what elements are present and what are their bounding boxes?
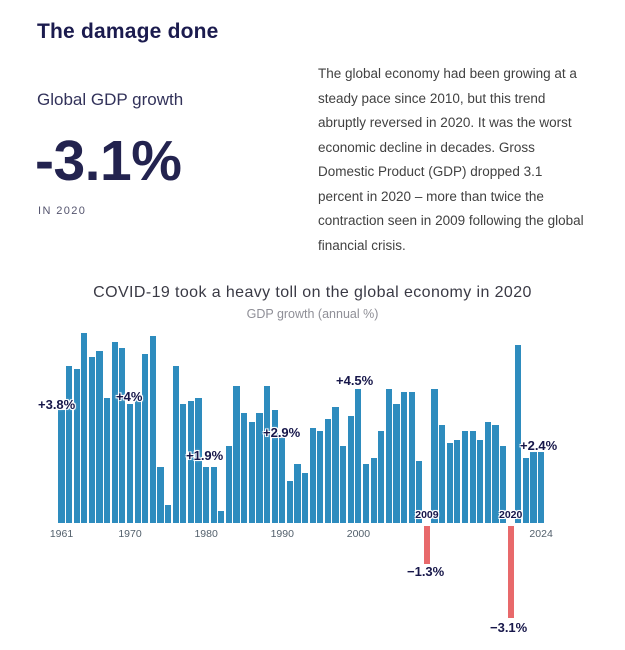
bar-1980 xyxy=(203,467,209,523)
bar-1992 xyxy=(294,464,300,523)
annotation-2000: +4.5% xyxy=(336,373,374,388)
bar-1982 xyxy=(218,511,224,523)
stat-label: Global GDP growth xyxy=(37,90,184,109)
annotation-1961: +3.8% xyxy=(38,397,76,412)
bar-2003 xyxy=(378,431,384,523)
stat-caption: IN 2020 xyxy=(38,205,87,217)
bar-1971 xyxy=(135,395,141,523)
bar-1961 xyxy=(58,410,64,523)
bar-1975 xyxy=(165,505,171,523)
intro-paragraph: The global economy had been growing at a steady pace since 2010, but this trend abruptly reversed in 2020. It was the worst economic decline in decades. Gross Domestic Product (GDP) dropped 3.1 percent in 2020 – more than twice the contraction seen in 2009 following the global financial crisis. xyxy=(318,66,584,253)
bar-1996 xyxy=(325,419,331,523)
bar-1964 xyxy=(81,333,87,523)
axis-label-2009: 2009 xyxy=(415,509,439,521)
bar-1972 xyxy=(142,354,148,523)
bar-2000 xyxy=(355,389,361,523)
bar-2001 xyxy=(363,464,369,523)
bar-1962 xyxy=(66,366,72,523)
bar-1999 xyxy=(348,416,354,523)
annotation-2009: −1.3% xyxy=(407,564,445,579)
bar-2004 xyxy=(386,389,392,523)
axis-label-2024: 2024 xyxy=(529,528,553,540)
chart-title: COVID-19 took a heavy toll on the global economy in 2020 xyxy=(93,284,532,301)
bar-1998 xyxy=(340,446,346,523)
bar-2002 xyxy=(371,458,377,523)
stat-big-value: -3.1% xyxy=(35,129,182,193)
bar-2006 xyxy=(401,392,407,523)
axis-label-1961: 1961 xyxy=(49,528,74,540)
annotation-2024: +2.4% xyxy=(520,438,558,453)
bar-2023 xyxy=(530,452,536,523)
bar-1974 xyxy=(157,467,163,523)
bar-1997 xyxy=(332,407,338,523)
bar-2009 xyxy=(424,526,430,565)
bar-1968 xyxy=(112,342,118,523)
bar-1986 xyxy=(249,422,255,523)
bar-1977 xyxy=(180,404,186,523)
bar-1969 xyxy=(119,348,125,523)
bar-2021 xyxy=(515,345,521,523)
bar-1985 xyxy=(241,413,247,523)
bar-1983 xyxy=(226,446,232,523)
bar-2012 xyxy=(447,443,453,523)
bar-1993 xyxy=(302,473,308,523)
bar-2011 xyxy=(439,425,445,523)
annotation-1990: +2.9% xyxy=(263,425,301,440)
bar-2018 xyxy=(492,425,498,523)
chart-subtitle: GDP growth (annual %) xyxy=(246,307,379,321)
bar-1990 xyxy=(279,437,285,523)
bar-2020 xyxy=(508,526,514,618)
bar-1967 xyxy=(104,398,110,523)
bar-1963 xyxy=(74,369,80,523)
bar-1970 xyxy=(127,404,133,523)
bar-1981 xyxy=(211,467,217,523)
bar-2005 xyxy=(393,404,399,523)
bar-1995 xyxy=(317,431,323,523)
bar-1965 xyxy=(89,357,95,523)
bar-2013 xyxy=(454,440,460,523)
axis-label-2000: 2000 xyxy=(346,528,371,540)
annotation-1980: +1.9% xyxy=(186,448,224,463)
bar-2017 xyxy=(485,422,491,523)
bar-1973 xyxy=(150,336,156,523)
axis-label-1970: 1970 xyxy=(118,528,142,540)
axis-label-2020: 2020 xyxy=(498,509,523,521)
bar-2022 xyxy=(523,458,529,523)
bar-2014 xyxy=(462,431,468,523)
bar-1988 xyxy=(264,386,270,523)
bar-2007 xyxy=(409,392,415,523)
bar-1987 xyxy=(256,413,262,523)
annotation-2020: −3.1% xyxy=(490,620,528,635)
bar-1966 xyxy=(96,351,102,523)
bar-2010 xyxy=(431,389,437,523)
page-title: The damage done xyxy=(37,20,219,43)
bar-2016 xyxy=(477,440,483,523)
bar-2015 xyxy=(470,431,476,523)
bar-2024 xyxy=(538,452,544,523)
axis-label-1980: 1980 xyxy=(194,528,218,540)
bar-1976 xyxy=(173,366,179,523)
axis-label-1990: 1990 xyxy=(270,528,294,540)
bar-1984 xyxy=(233,386,239,523)
bar-1991 xyxy=(287,481,293,523)
bar-1994 xyxy=(310,428,316,523)
annotation-1970: +4% xyxy=(116,389,143,404)
